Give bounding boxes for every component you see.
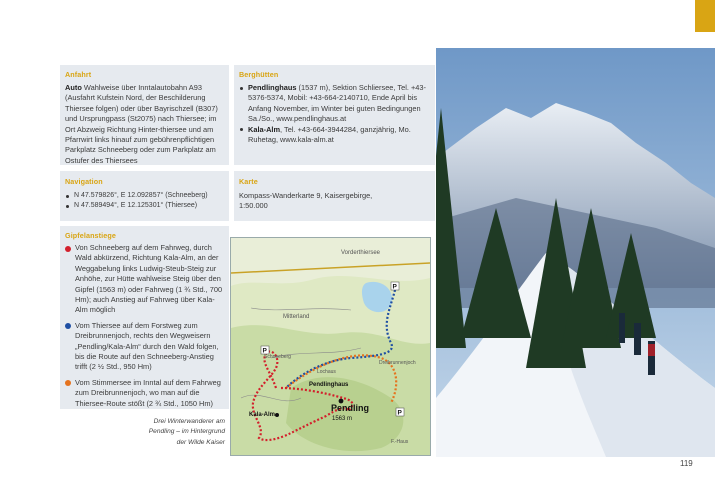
route-map (230, 237, 431, 456)
anfahrt-text (65, 83, 227, 166)
coordinate-item: N 47.579826°, E 12.092857° (Schneeberg) (65, 191, 230, 201)
route-red: Von Schneeberg auf dem Fahrweg, durch Wald abkürzend, Richtung Kala-Alm, an der Weggabelung links Ludwig-Steub-Steig zur Anhöhe, zur Hütte wahlweise Steig über den Gipfel (1563 m) oder Fahrweg (1 ¾ Std., 700 Hm); auch Anstieg auf Fahrweg über Kala-Alm möglich (65, 243, 225, 316)
anfahrt-lead: Auto (65, 83, 82, 92)
anfahrt-body: Wahlweise über Inntalautobahn A93 (Ausfahrt Kufstein Nord, der Beschilderung Thiersee folgen) oder über Bayrischzell (B307) und Ursprungpass (St2075) nach Thiersee; im Ort Abzweig Richtung Hinter-thiersee und am Pfarrwirt links hinauf zum gebührenpflichtigen Parkplatz Schneeberg oder zum Parkplatz am Ostufer des Thiersees (65, 83, 218, 165)
karte-box (234, 171, 435, 221)
svg-text:P: P (262, 347, 267, 355)
route-orange: Vom Stimmersee im Inntal auf dem Fahrweg zum Dreibrunnenjoch, wo man auf die Thiersee-Route stößt (2 ¾ Std., 1050 Hm) (65, 378, 225, 409)
coordinate-item: N 47.589494°, E 12.125301° (Thiersee) (65, 201, 230, 211)
berghuetten-heading: Berghütten (239, 70, 279, 79)
map-label-schneeberg: Schneeberg (264, 354, 291, 360)
route-blue: Vom Thiersee auf dem Forstweg zum Dreibrunnenjoch, rechts den Wegweisern „Pendling/Kala-Alm“ durch den Wald folgen, bis die Route auf den Schneeberg-Anstieg trifft (2 ½ Std., 950 Hm) (65, 321, 225, 373)
gipfel-heading: Gipfelanstiege (65, 231, 116, 240)
map-label-vorderthiersee: Vorderthiersee (341, 250, 381, 256)
map-label-kala-alm: Kala-Alm (249, 412, 276, 418)
anfahrt-box (60, 65, 229, 165)
map-label-pendling-altitude: 1563 m (332, 416, 353, 422)
svg-text:P: P (397, 409, 402, 417)
winter-hikers-photo (436, 48, 715, 457)
route-blue-marker (65, 323, 71, 329)
karte-text: Kompass-Wanderkarte 9, Kaisergebirge, 1:50.000 (239, 191, 373, 211)
navigation-heading: Navigation (65, 177, 103, 186)
route-red-marker (65, 246, 71, 252)
navigation-list (65, 191, 230, 212)
kala-alm-marker (275, 413, 279, 417)
anfahrt-heading: Anfahrt (65, 70, 92, 79)
berghuetten-list (239, 83, 429, 145)
map-svg (231, 238, 430, 455)
photo-caption: Drei Winterwanderer am Pendling – im Hintergrund der Wilde Kaiser (148, 418, 225, 446)
gipfel-box (60, 226, 229, 409)
map-label-lochaus: Lochaus (317, 369, 336, 375)
hut-item: Pendlinghaus (1537 m), Sektion Schliersee, Tel. +43-5376-5374, Mobil: +43-664-2140710, Ende April bis Anfang November, im Winter bei guten Bedingungen Sa./So., www.pendlinghaus.at (239, 83, 429, 125)
page-number: 119 (680, 459, 693, 468)
chapter-tab (695, 0, 715, 32)
map-label-fhaus: F.-Haus (391, 439, 409, 445)
map-label-pendlinghaus: Pendlinghaus (309, 382, 349, 388)
hut-item: Kala-Alm, Tel. +43-664-3944284, ganzjährig, Mo. Ruhetag, www.kala-alm.at (239, 125, 429, 146)
berghuetten-box (234, 65, 435, 165)
route-orange-marker (65, 380, 71, 386)
gipfel-routes (65, 243, 225, 414)
svg-text:P: P (392, 283, 397, 291)
map-label-pendling: Pendling (331, 403, 369, 413)
map-label-dreibrunnenjoch: Dreibrunnenjoch (379, 360, 416, 366)
navigation-box (60, 171, 229, 221)
karte-heading: Karte (239, 177, 258, 186)
map-label-mitterland: Mitterland (283, 314, 310, 320)
